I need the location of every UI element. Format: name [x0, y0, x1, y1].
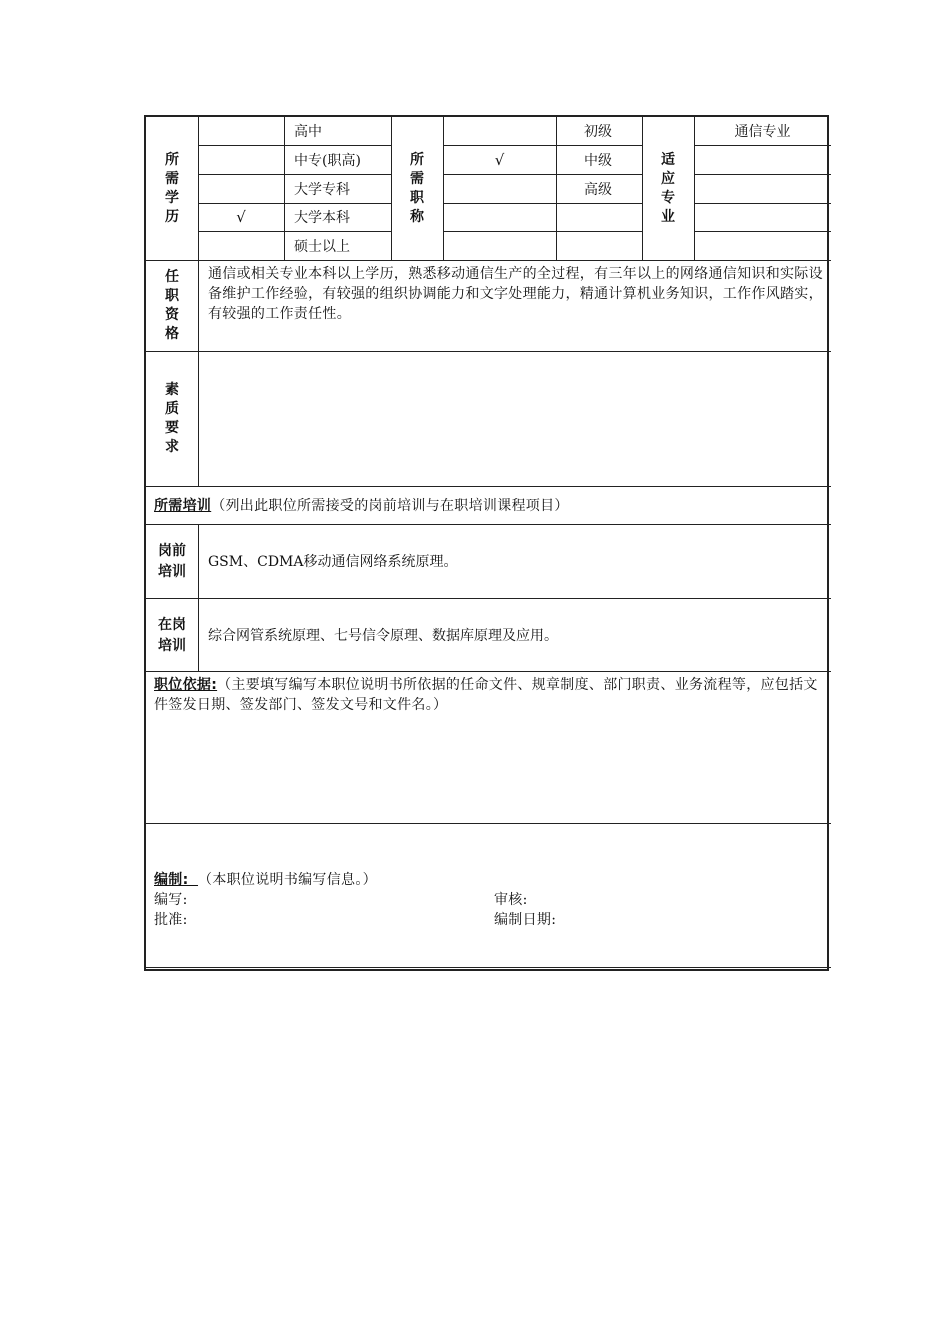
qualification-label-char: 资	[165, 306, 179, 323]
training-heading: 所需培训	[154, 498, 212, 514]
title-level: 高级	[584, 181, 612, 198]
education-level: 大学专科	[294, 181, 350, 198]
quality-label-char: 求	[165, 438, 179, 455]
pre-training-label-line: 培训	[158, 564, 186, 580]
onjob-training-label-line: 在岗	[158, 617, 186, 633]
quality-label-char: 素	[165, 381, 179, 398]
qualification-label	[146, 260, 198, 351]
title-check-cell[interactable]: √	[494, 150, 505, 169]
qualification-text[interactable]: 通信或相关专业本科以上学历，熟悉移动通信生产的全过程，有三年以上的网络通信知识和实际设备维护工作经验，有较强的组织协调能力和文字处理能力，精通计算机业务知识，工作作风踏实，有较强的工作责任性。	[208, 266, 823, 322]
onjob-training-label-line: 培训	[158, 638, 186, 654]
training-note: （列出此职位所需接受的岗前培训与在职培训课程项目）	[211, 498, 569, 514]
major-cell[interactable]	[694, 174, 831, 203]
training-heading-row	[154, 496, 824, 516]
quality-label-char: 要	[165, 419, 179, 436]
title-label-char: 需	[410, 170, 424, 187]
reviewer-field[interactable]: 审核:	[494, 892, 528, 908]
qualification-label-char: 任	[165, 268, 179, 285]
writer-field[interactable]: 编写:	[154, 892, 188, 908]
major-label-char: 业	[661, 208, 675, 225]
job-description-form	[144, 115, 829, 971]
education-check-cell[interactable]	[198, 117, 284, 145]
title-label-char: 所	[410, 151, 424, 168]
education-level: 高中	[294, 124, 322, 140]
title-level: 中级	[584, 152, 612, 169]
education-check-cell[interactable]	[198, 174, 284, 203]
major-cell[interactable]	[694, 231, 831, 260]
education-check-cell[interactable]	[198, 145, 284, 174]
title-level	[584, 231, 642, 260]
compile-note: （本职位说明书编写信息。）	[198, 872, 377, 888]
major-cell[interactable]	[694, 145, 831, 174]
basis-heading: 职位依据:	[154, 677, 218, 693]
compile-heading: 编制:	[154, 872, 189, 888]
onjob-training-text[interactable]: 综合网管系统原理、七号信令原理、数据库原理及应用。	[208, 627, 558, 644]
title-label	[391, 117, 443, 260]
pre-training-label	[146, 541, 198, 583]
major-label-char: 专	[661, 189, 675, 206]
quality-text-area[interactable]	[199, 352, 830, 485]
education-level: 硕士以上	[294, 238, 350, 255]
onjob-training-label	[146, 615, 198, 657]
education-label-char: 历	[165, 208, 179, 225]
title-check-cell[interactable]	[443, 231, 556, 260]
basis-block[interactable]	[154, 675, 824, 715]
education-check-cell[interactable]: √	[236, 208, 246, 226]
title-label-char: 职	[410, 189, 424, 206]
pre-training-text[interactable]: GSM、CDMA移动通信网络系统原理。	[208, 554, 458, 570]
pre-training-label-line: 岗前	[158, 543, 186, 559]
qualification-label-char: 格	[165, 325, 179, 342]
compile-heading-row	[154, 870, 824, 890]
title-check-cell[interactable]	[443, 117, 556, 145]
quality-label-char: 质	[165, 400, 179, 417]
education-level: 中专(职高)	[294, 152, 361, 169]
title-level	[584, 203, 642, 231]
education-level: 大学本科	[294, 210, 350, 226]
basis-note: （主要填写编写本职位说明书所依据的任命文件、规章制度、部门职责、业务流程等，应包括文件签发日期、签发部门、签发文号和文件名。）	[154, 677, 818, 713]
qualification-label-char: 职	[165, 287, 179, 304]
quality-label	[146, 351, 198, 486]
compile-date-field[interactable]: 编制日期:	[494, 912, 557, 928]
approver-field[interactable]: 批准:	[154, 912, 188, 928]
education-label	[146, 117, 198, 260]
major-cell[interactable]	[694, 203, 831, 231]
title-label-char: 称	[410, 208, 424, 225]
major-cell[interactable]: 通信专业	[734, 124, 791, 140]
title-check-cell[interactable]	[443, 203, 556, 231]
major-label	[642, 117, 694, 260]
title-level: 初级	[584, 124, 612, 140]
education-label-char: 需	[165, 170, 179, 187]
education-label-char: 所	[165, 151, 179, 168]
education-label-char: 学	[165, 189, 179, 206]
title-check-cell[interactable]	[443, 174, 556, 203]
major-label-char: 应	[661, 170, 675, 187]
education-check-cell[interactable]	[198, 231, 284, 260]
major-label-char: 适	[661, 151, 675, 168]
